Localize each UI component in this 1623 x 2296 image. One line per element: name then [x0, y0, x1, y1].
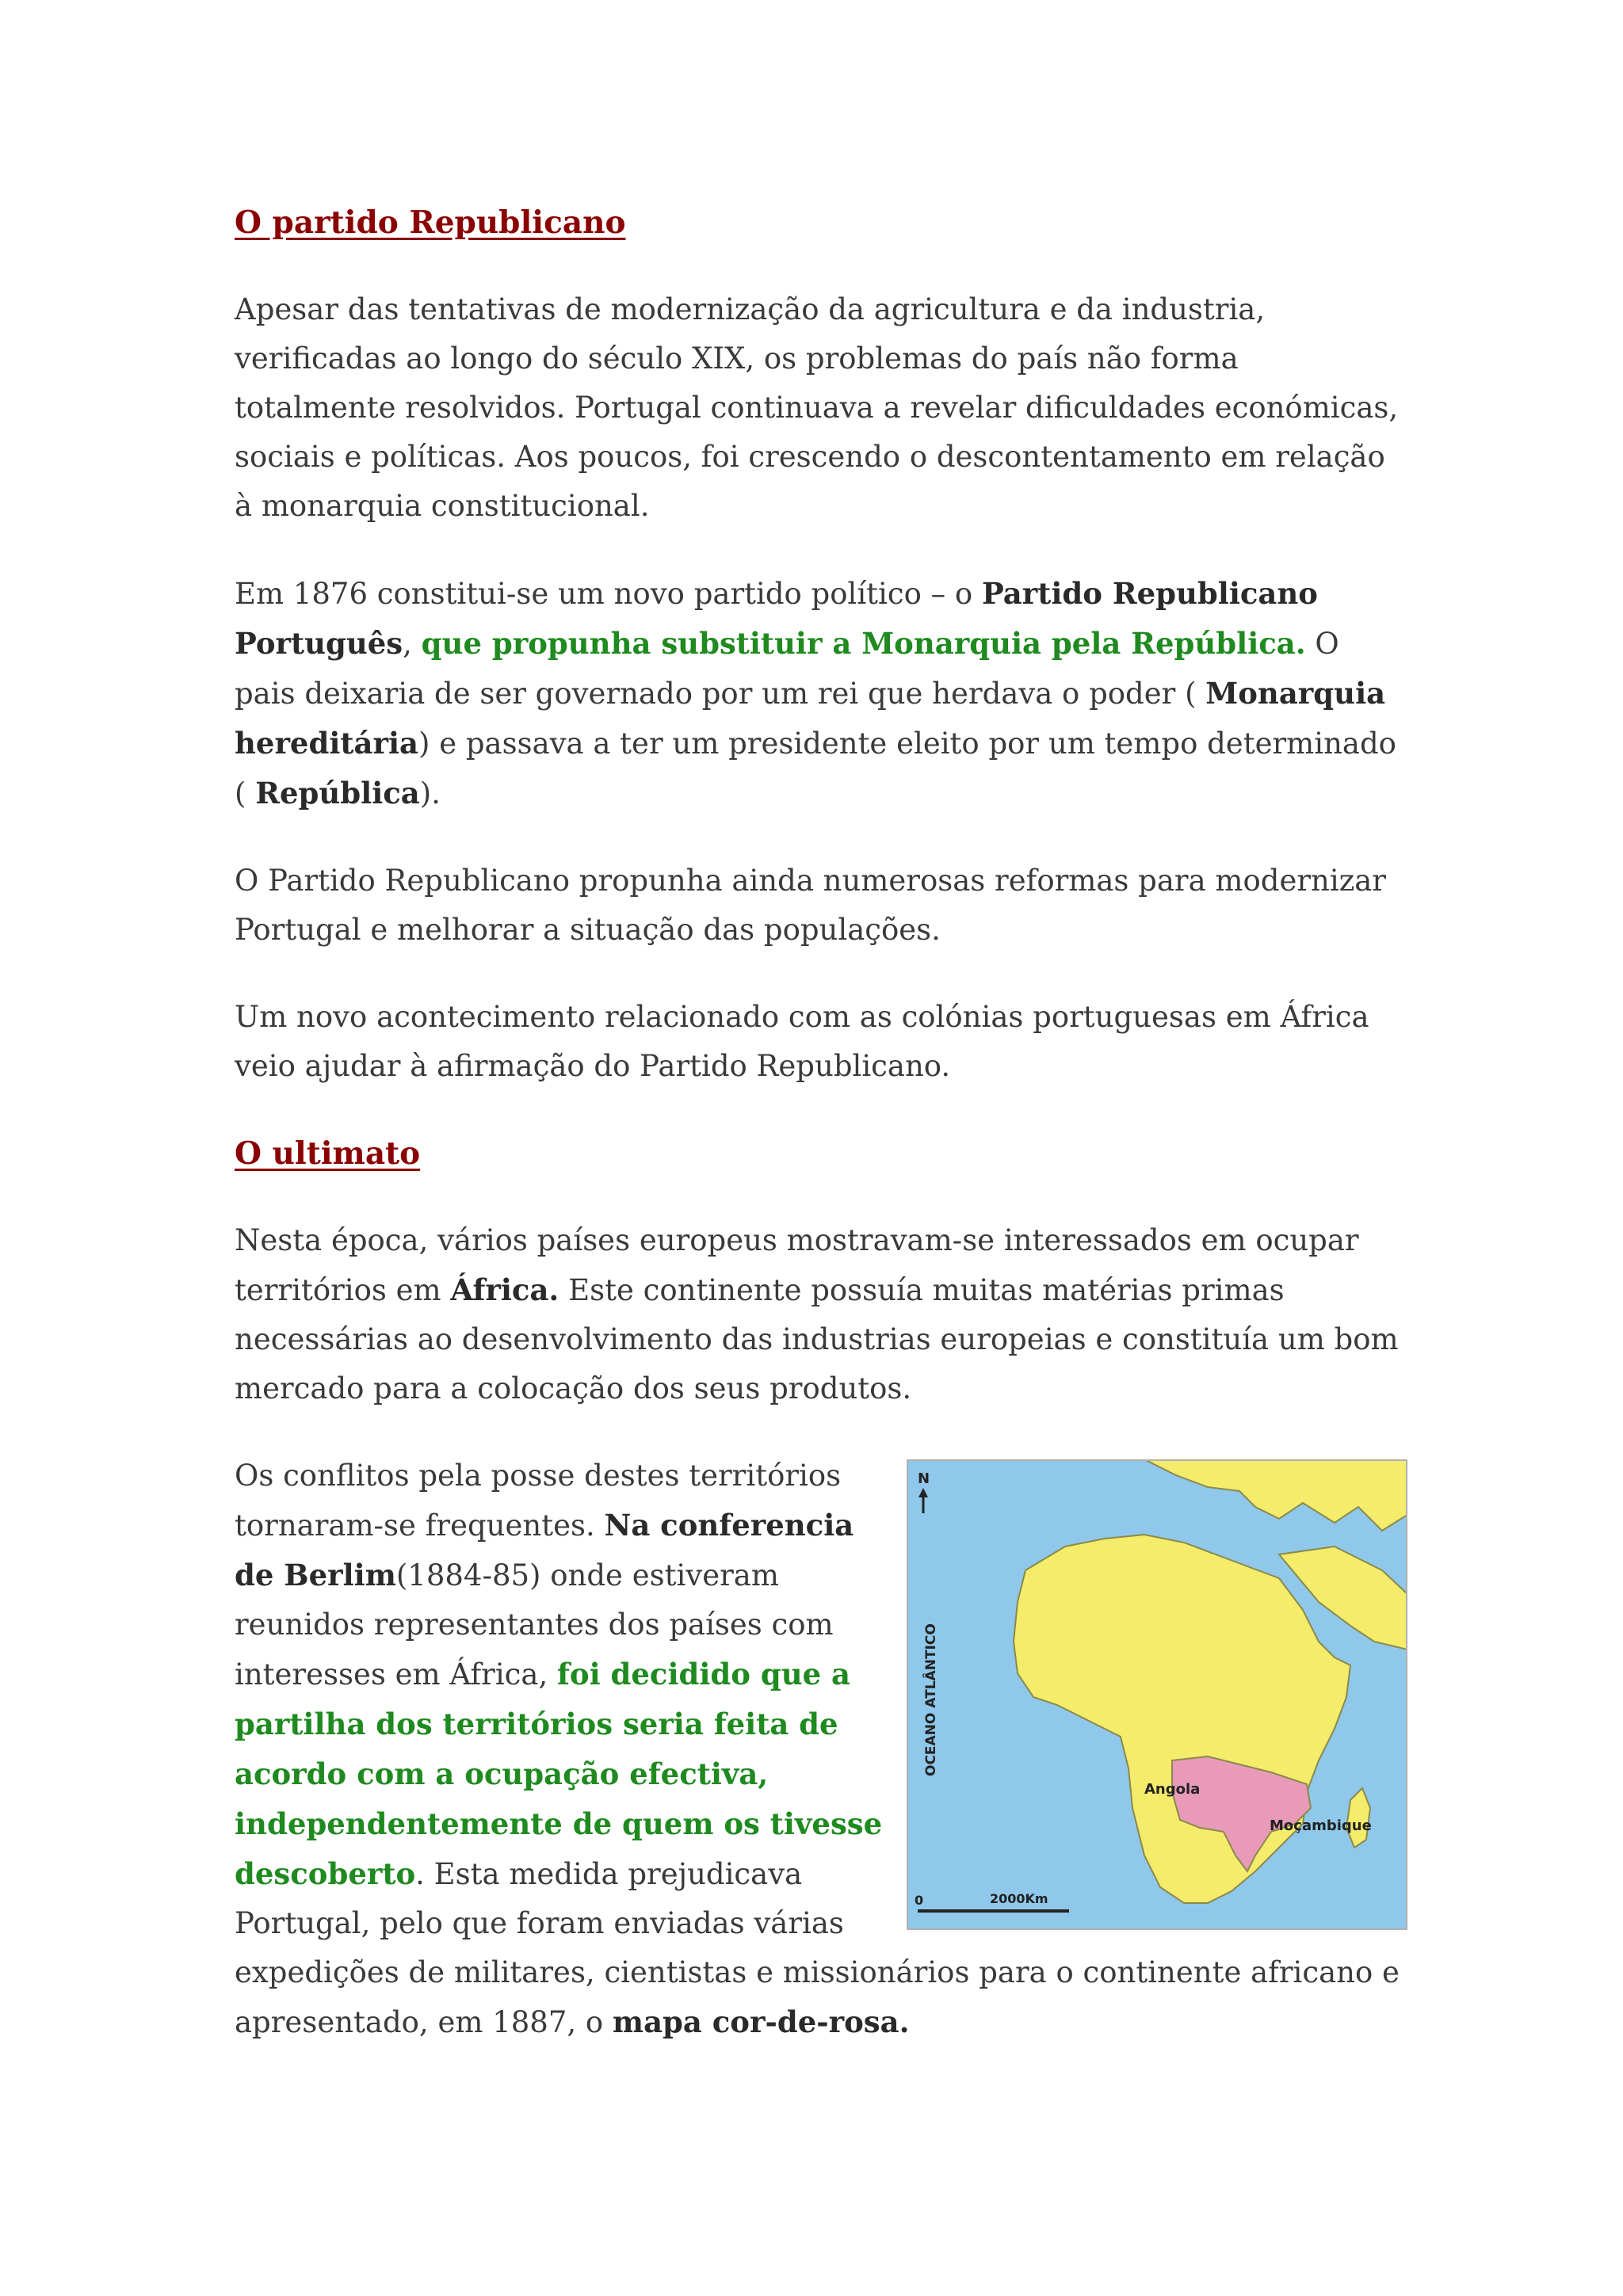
highlight-substituir-monarquia: que propunha substituir a Monarquia pela República. [421, 626, 1306, 661]
bold-africa: África. [450, 1272, 559, 1307]
bold-monarquia-hereditaria: Monarquia hereditária [235, 676, 1386, 761]
paragraph-paises-europeus [235, 1216, 1407, 1413]
text-run: ) e passava a ter um presidente eleito por um tempo determinado ( [235, 727, 1396, 810]
text-run: Em 1876 constitui-se um novo partido político – o [235, 577, 982, 611]
paragraph-reformas: O Partido Republicano propunha ainda numerosas reformas para modernizar Portugal e melhorar a situação das populações. [235, 864, 1386, 947]
text-run: Nesta época, vários países europeus mostravam-se interessados em ocupar territórios em [235, 1223, 1359, 1307]
map-scale-km: 2000Km [990, 1891, 1048, 1906]
paragraph-modernizacao: Apesar das tentativas de modernização da agricultura e da industria, verificadas ao longo do século XIX, os problemas do país não forma totalmente resolvidos. Portugal continuava a revelar dificuldades económicas, sociais e políticas. Aos poucos, foi crescendo o descontentamento em relação à monarquia constitucional. [235, 292, 1399, 523]
map-ocean-label: OCEANO ATLÂNTICO [923, 1623, 939, 1776]
section-heading-partido-republicano: O partido Republicano [235, 204, 626, 241]
text-run: . Esta medida prejudicava Portugal, pelo que foram enviadas várias expedições de militares, cientistas e missionários para o continente africano e apresentado, em 1887, o [235, 1857, 1400, 2039]
map-north-label: N [918, 1470, 930, 1487]
text-run: (1884-85) onde estiveram reunidos representantes dos países com interesses em África, [235, 1558, 834, 1691]
paragraph-acontecimento: Um novo acontecimento relacionado com as colónias portuguesas em África veio ajudar à afirmação do Partido Republicano. [235, 1000, 1369, 1083]
text-run: Este continente possuía muitas matérias primas necessárias ao desenvolvimento das industrias europeias e constituía um bom mercado para a colocação dos seus produtos. [235, 1273, 1399, 1405]
text-run: , [403, 627, 422, 661]
paragraph-partido-fundacao [235, 569, 1407, 818]
bold-conferencia-berlim: Na conferencia de Berlim [235, 1508, 854, 1592]
text-run: ). [419, 776, 441, 810]
bold-partido-republicano-portugues: Partido Republicano Português [235, 576, 1318, 661]
text-run: Os conflitos pela posse destes territórios tornaram-se frequentes. [235, 1459, 842, 1543]
map-scale-zero: 0 [915, 1893, 924, 1908]
text-run: O pais deixaria de ser governado por um rei que herdava o poder ( [235, 627, 1339, 711]
africa-map-figure [907, 1459, 1407, 1930]
section-heading-ultimato: O ultimato [235, 1135, 421, 1172]
bold-republica: República [255, 776, 420, 810]
document-page [235, 198, 1407, 2085]
highlight-partilha-territorios: foi decidido que a partilha dos territórios seria feita de acordo com a ocupação efectiva, independentemente de quem os tivesse descoberto [235, 1657, 883, 1891]
map-angola-label: Angola [1144, 1781, 1201, 1798]
map-mozambique-label: Moçambique [1270, 1817, 1372, 1834]
bold-mapa-cor-de-rosa: mapa cor-de-rosa. [612, 2004, 910, 2039]
africa-map-image [907, 1459, 1407, 1930]
